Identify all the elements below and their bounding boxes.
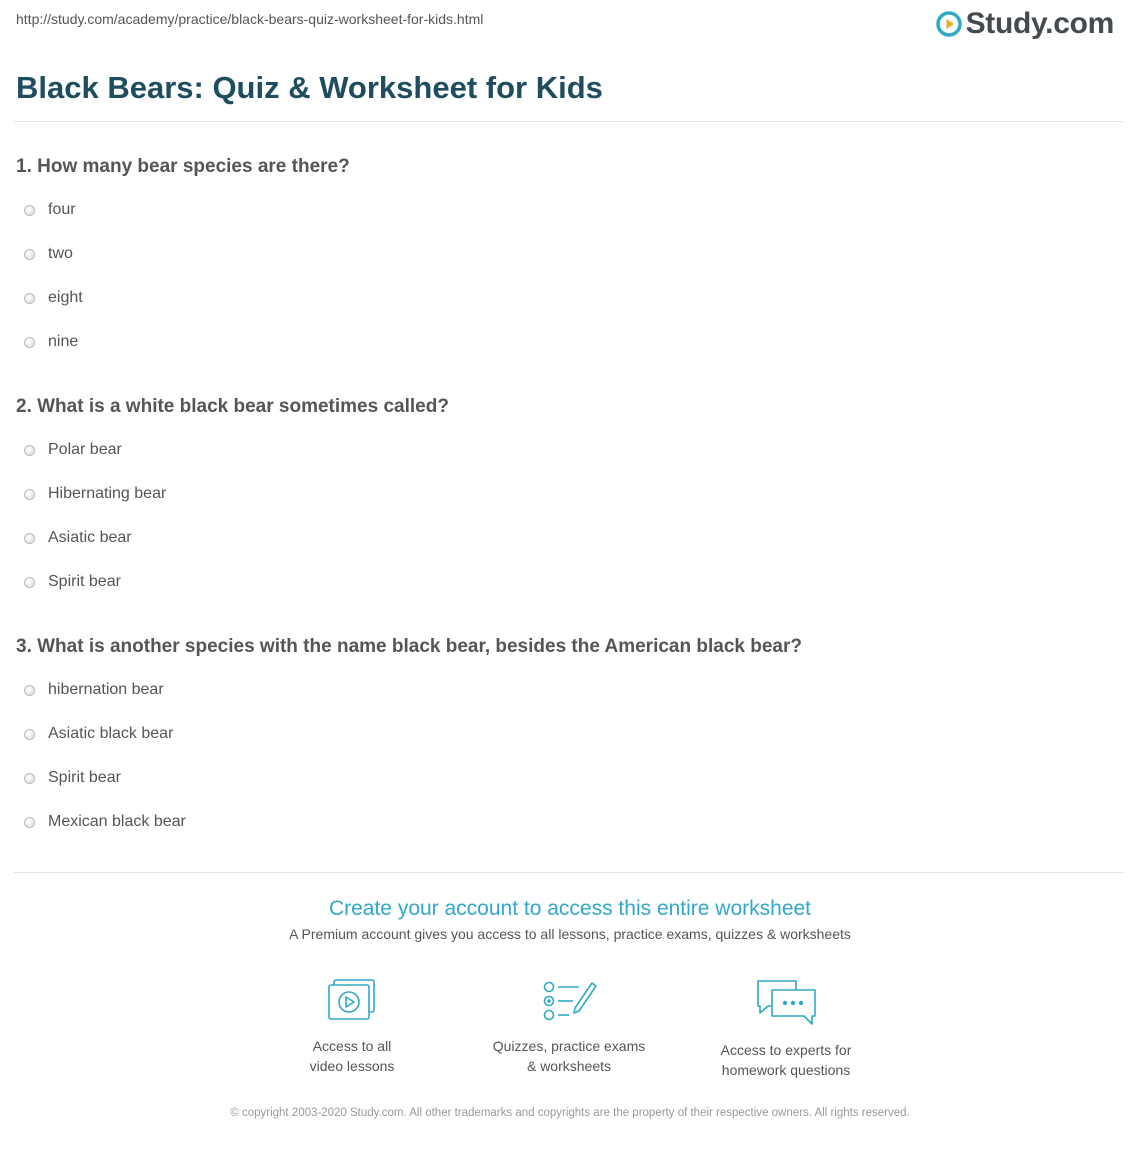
study-logo[interactable] — [936, 6, 1114, 42]
question-1: 1. How many bear species are there? — [16, 156, 350, 177]
radio-button[interactable] — [24, 533, 35, 544]
q1-option-2[interactable] — [24, 244, 73, 264]
feature-quizzes — [469, 978, 669, 1076]
q2-option-1[interactable] — [24, 440, 122, 460]
q1-option-3[interactable] — [24, 288, 83, 308]
feature-text: Access to experts for homework questions — [720, 1042, 852, 1078]
option-label: nine — [48, 333, 79, 350]
feature-video-lessons — [252, 978, 452, 1076]
radio-button[interactable] — [24, 293, 35, 304]
q2-option-2[interactable] — [24, 484, 166, 504]
feature-text: Quizzes, practice exams & worksheets — [492, 1038, 646, 1074]
option-label: Spirit bear — [48, 769, 121, 786]
page-url: http://study.com/academy/practice/black-bears-quiz-worksheet-for-kids.html — [16, 11, 484, 27]
feature-text: Access to all video lessons — [309, 1038, 395, 1074]
radio-button[interactable] — [24, 205, 35, 216]
option-label: Asiatic bear — [48, 529, 132, 546]
option-label: four — [48, 201, 76, 218]
radio-button[interactable] — [24, 577, 35, 588]
option-label: Asiatic black bear — [48, 725, 174, 742]
radio-button[interactable] — [24, 817, 35, 828]
cta-divider — [14, 872, 1124, 873]
radio-button[interactable] — [24, 445, 35, 456]
video-lesson-icon — [326, 978, 378, 1024]
radio-button[interactable] — [24, 249, 35, 260]
radio-button[interactable] — [24, 773, 35, 784]
q3-option-1[interactable] — [24, 680, 164, 700]
q3-option-4[interactable] — [24, 812, 186, 832]
play-circle-icon — [936, 11, 962, 37]
radio-button[interactable] — [24, 337, 35, 348]
option-label: eight — [48, 289, 83, 306]
option-label: Mexican black bear — [48, 813, 186, 830]
radio-button[interactable] — [24, 489, 35, 500]
q3-option-3[interactable] — [24, 768, 121, 788]
q3-option-2[interactable] — [24, 724, 173, 744]
option-label: Spirit bear — [48, 573, 121, 590]
quiz-checklist-icon — [539, 978, 599, 1024]
cta-subtitle: A Premium account gives you access to all lessons, practice exams, quizzes & worksheets — [289, 926, 851, 942]
chat-bubbles-icon — [754, 978, 818, 1028]
q1-option-4[interactable] — [24, 332, 78, 352]
option-label: Polar bear — [48, 441, 122, 458]
radio-button[interactable] — [24, 685, 35, 696]
page-title: Black Bears: Quiz & Worksheet for Kids — [16, 70, 603, 105]
title-divider — [14, 121, 1124, 122]
option-label: two — [48, 245, 73, 262]
question-2: 2. What is a white black bear sometimes called? — [16, 396, 449, 417]
question-3: 3. What is another species with the name black bear, besides the American black bear? — [16, 636, 802, 657]
q1-option-1[interactable] — [24, 200, 76, 220]
cta-title[interactable]: Create your account to access this entire worksheet — [328, 897, 812, 920]
option-label: Hibernating bear — [48, 485, 167, 502]
q2-option-3[interactable] — [24, 528, 132, 548]
logo-text: Study.com — [965, 7, 1114, 40]
copyright-text: © copyright 2003-2020 Study.com. All other trademarks and copyrights are the property of their respective owners. All rights reserved. — [230, 1107, 910, 1119]
option-label: hibernation bear — [48, 681, 164, 698]
feature-experts — [686, 978, 886, 1080]
radio-button[interactable] — [24, 729, 35, 740]
q2-option-4[interactable] — [24, 572, 121, 592]
